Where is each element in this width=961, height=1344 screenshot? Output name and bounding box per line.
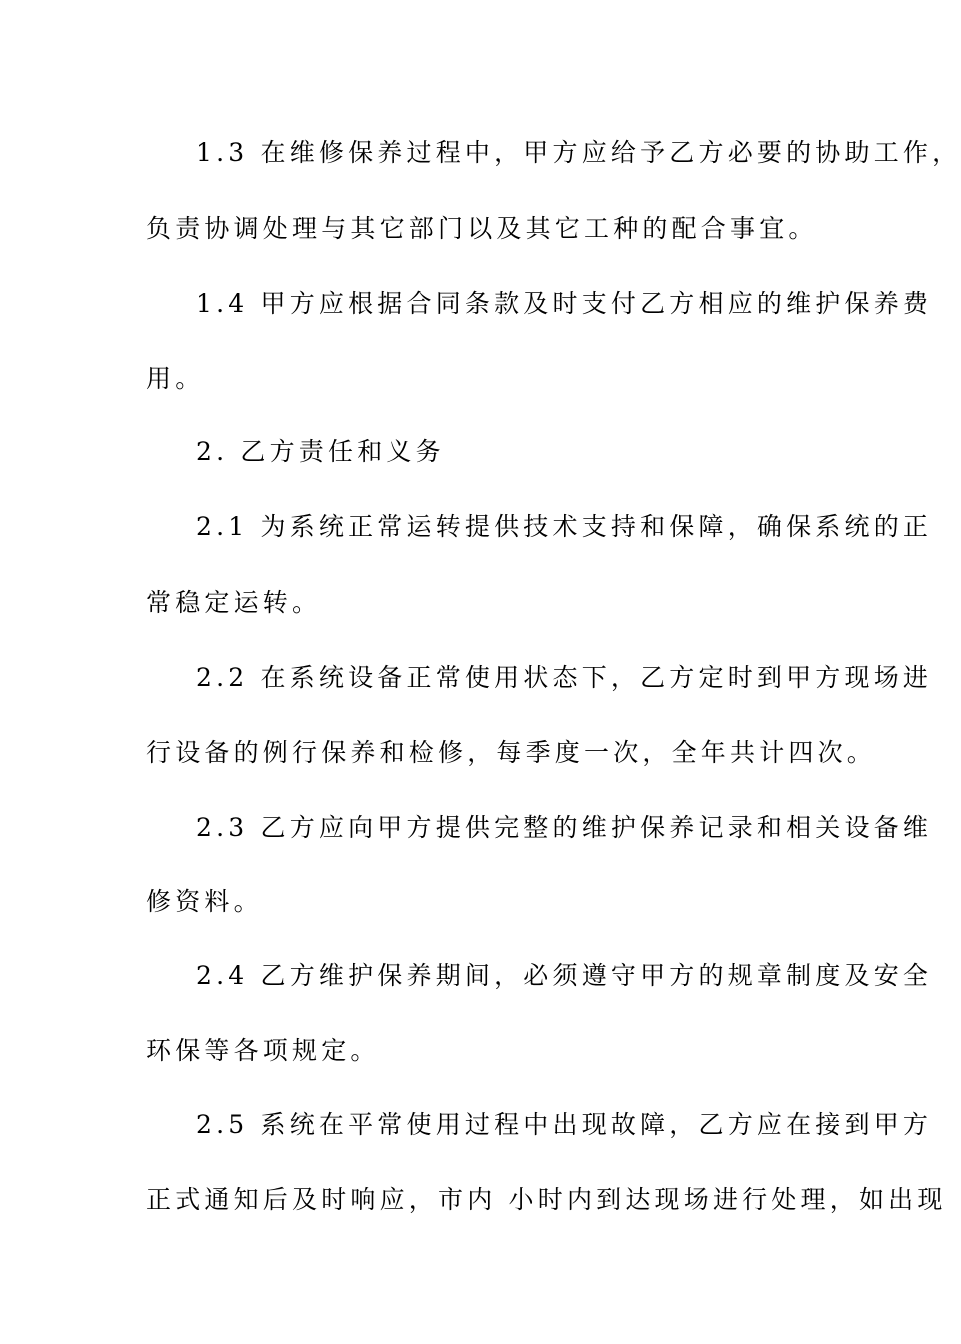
paragraph-2-1-line-1: 2.1 为系统正常运转提供技术支持和保障，确保系统的正 <box>196 512 933 541</box>
paragraph-2-5-line-2: 正式通知后及时响应，市内 小时内到达现场进行处理，如出现 <box>146 1185 947 1214</box>
paragraph-2-1-line-2: 常稳定运转。 <box>146 588 322 617</box>
paragraph-2-4-line-1: 2.4 乙方维护保养期间，必须遵守甲方的规章制度及安全 <box>196 961 933 990</box>
paragraph-1-3-line-2: 负责协调处理与其它部门以及其它工种的配合事宜。 <box>146 214 818 243</box>
paragraph-2-3-line-2: 修资料。 <box>146 887 263 916</box>
paragraph-1-4-line-1: 1.4 甲方应根据合同条款及时支付乙方相应的维护保养费 <box>196 289 933 318</box>
paragraph-2-2-line-2: 行设备的例行保养和检修，每季度一次，全年共计四次。 <box>146 738 877 767</box>
paragraph-2-3-line-1: 2.3 乙方应向甲方提供完整的维护保养记录和相关设备维 <box>196 813 933 842</box>
paragraph-2-4-line-2: 环保等各项规定。 <box>146 1036 380 1065</box>
paragraph-1-4-line-2: 用。 <box>146 364 205 393</box>
paragraph-1-3-line-1: 1.3 在维修保养过程中，甲方应给予乙方必要的协助工作， <box>196 138 961 167</box>
section-2-heading: 2. 乙方责任和义务 <box>196 437 445 466</box>
paragraph-2-5-line-1: 2.5 系统在平常使用过程中出现故障，乙方应在接到甲方 <box>196 1110 933 1139</box>
paragraph-2-2-line-1: 2.2 在系统设备正常使用状态下，乙方定时到甲方现场进 <box>196 663 933 692</box>
